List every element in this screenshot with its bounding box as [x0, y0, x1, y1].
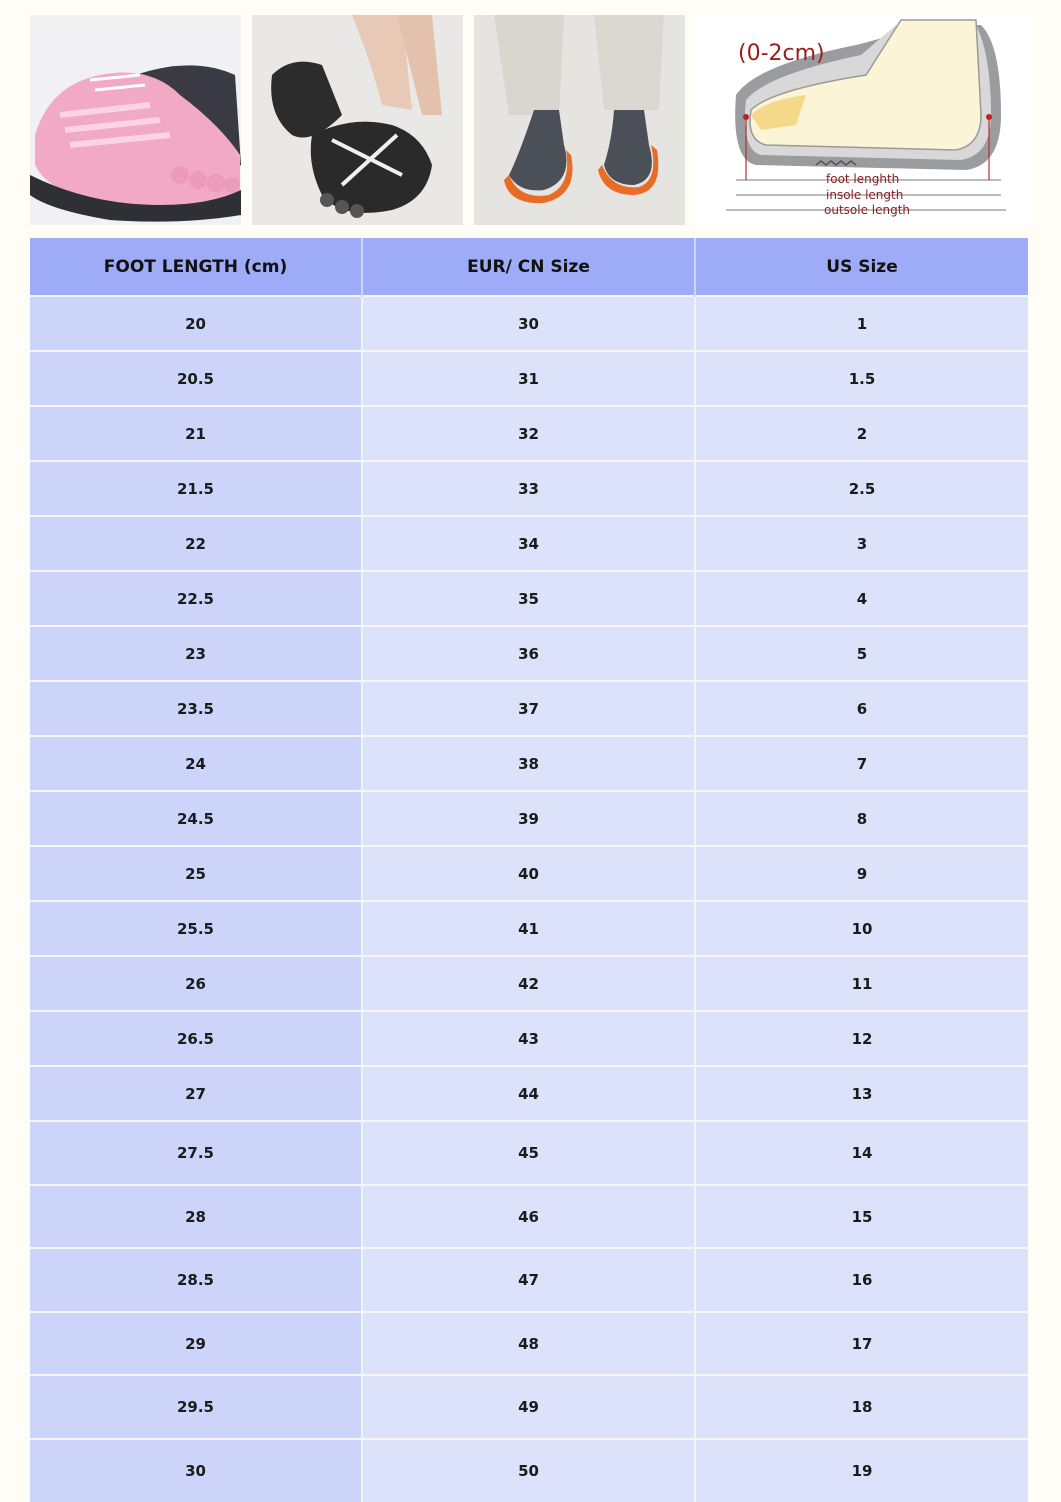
eur-cn-size-cell: 34 — [362, 516, 695, 571]
table-row — [30, 901, 1028, 956]
table-row — [30, 681, 1028, 736]
foot-length-cell: 26.5 — [30, 1011, 362, 1066]
foot-length-cell: 23.5 — [30, 681, 362, 736]
us-size-cell: 17 — [695, 1312, 1028, 1375]
tolerance-label: (0-2cm) — [738, 41, 825, 66]
eur-cn-size-cell: 30 — [362, 296, 695, 351]
table-row — [30, 516, 1028, 571]
foot-length-cell: 24.5 — [30, 791, 362, 846]
us-size-cell: 16 — [695, 1248, 1028, 1312]
eur-cn-size-cell: 46 — [362, 1185, 695, 1248]
eur-cn-size-cell: 38 — [362, 736, 695, 791]
foot-length-cell: 25 — [30, 846, 362, 901]
table-row — [30, 956, 1028, 1011]
foot-length-cell: 20 — [30, 296, 362, 351]
eur-cn-size-cell: 50 — [362, 1439, 695, 1502]
table-row — [30, 571, 1028, 626]
insole-length-label: insole length — [826, 188, 904, 202]
table-row — [30, 1121, 1028, 1185]
us-size-cell: 7 — [695, 736, 1028, 791]
us-size-cell: 14 — [695, 1121, 1028, 1185]
foot-length-cell: 28 — [30, 1185, 362, 1248]
foot-length-cell: 22.5 — [30, 571, 362, 626]
header-foot-length: FOOT LENGTH (cm) — [30, 238, 362, 296]
eur-cn-size-cell: 37 — [362, 681, 695, 736]
foot-length-cell: 29 — [30, 1312, 362, 1375]
foot-length-cell: 23 — [30, 626, 362, 681]
foot-length-cell: 30 — [30, 1439, 362, 1502]
us-size-cell: 3 — [695, 516, 1028, 571]
us-size-cell: 1.5 — [695, 351, 1028, 406]
us-size-cell: 5 — [695, 626, 1028, 681]
eur-cn-size-cell: 31 — [362, 351, 695, 406]
us-size-cell: 4 — [695, 571, 1028, 626]
us-size-cell: 18 — [695, 1375, 1028, 1439]
us-size-cell: 12 — [695, 1011, 1028, 1066]
header-eur-cn-size: EUR/ CN Size — [362, 238, 695, 296]
us-size-cell: 11 — [695, 956, 1028, 1011]
eur-cn-size-cell: 40 — [362, 846, 695, 901]
foot-length-cell: 21.5 — [30, 461, 362, 516]
us-size-cell: 19 — [695, 1439, 1028, 1502]
us-size-cell: 15 — [695, 1185, 1028, 1248]
us-size-cell: 10 — [695, 901, 1028, 956]
us-size-cell: 1 — [695, 296, 1028, 351]
eur-cn-size-cell: 43 — [362, 1011, 695, 1066]
size-chart-table — [30, 238, 1028, 1502]
eur-cn-size-cell: 41 — [362, 901, 695, 956]
outsole-length-label: outsole length — [824, 203, 911, 217]
foot-length-cell: 25.5 — [30, 901, 362, 956]
table-row — [30, 846, 1028, 901]
foot-length-cell: 24 — [30, 736, 362, 791]
us-size-cell: 13 — [695, 1066, 1028, 1121]
black-shoe-photo — [252, 15, 463, 225]
foot-length-cell: 21 — [30, 406, 362, 461]
table-header-row — [30, 238, 1028, 296]
table-row — [30, 406, 1028, 461]
table-row — [30, 351, 1028, 406]
table-row — [30, 461, 1028, 516]
foot-length-cell: 26 — [30, 956, 362, 1011]
eur-cn-size-cell: 47 — [362, 1248, 695, 1312]
us-size-cell: 6 — [695, 681, 1028, 736]
table-row — [30, 1185, 1028, 1248]
foot-length-cell: 20.5 — [30, 351, 362, 406]
gray-sock-shoe-photo — [474, 15, 685, 225]
us-size-cell: 8 — [695, 791, 1028, 846]
foot-length-cell: 27.5 — [30, 1121, 362, 1185]
eur-cn-size-cell: 42 — [362, 956, 695, 1011]
foot-length-label: foot lenghth — [826, 172, 900, 186]
table-row — [30, 1066, 1028, 1121]
foot-measurement-diagram — [696, 15, 1030, 225]
foot-length-cell: 29.5 — [30, 1375, 362, 1439]
header-us-size: US Size — [695, 238, 1028, 296]
foot-length-cell: 28.5 — [30, 1248, 362, 1312]
pink-shoe-photo — [30, 15, 241, 225]
eur-cn-size-cell: 44 — [362, 1066, 695, 1121]
foot-length-cell: 27 — [30, 1066, 362, 1121]
table-row — [30, 1312, 1028, 1375]
table-row — [30, 1375, 1028, 1439]
eur-cn-size-cell: 45 — [362, 1121, 695, 1185]
table-row — [30, 736, 1028, 791]
table-body — [30, 296, 1028, 1502]
eur-cn-size-cell: 35 — [362, 571, 695, 626]
us-size-cell: 9 — [695, 846, 1028, 901]
product-photos — [30, 15, 1030, 225]
table-row — [30, 1248, 1028, 1312]
eur-cn-size-cell: 49 — [362, 1375, 695, 1439]
us-size-cell: 2 — [695, 406, 1028, 461]
eur-cn-size-cell: 39 — [362, 791, 695, 846]
table-row — [30, 626, 1028, 681]
eur-cn-size-cell: 48 — [362, 1312, 695, 1375]
eur-cn-size-cell: 32 — [362, 406, 695, 461]
us-size-cell: 2.5 — [695, 461, 1028, 516]
table-row — [30, 1011, 1028, 1066]
foot-length-cell: 22 — [30, 516, 362, 571]
table-row — [30, 1439, 1028, 1502]
eur-cn-size-cell: 36 — [362, 626, 695, 681]
eur-cn-size-cell: 33 — [362, 461, 695, 516]
table-row — [30, 296, 1028, 351]
table-row — [30, 791, 1028, 846]
